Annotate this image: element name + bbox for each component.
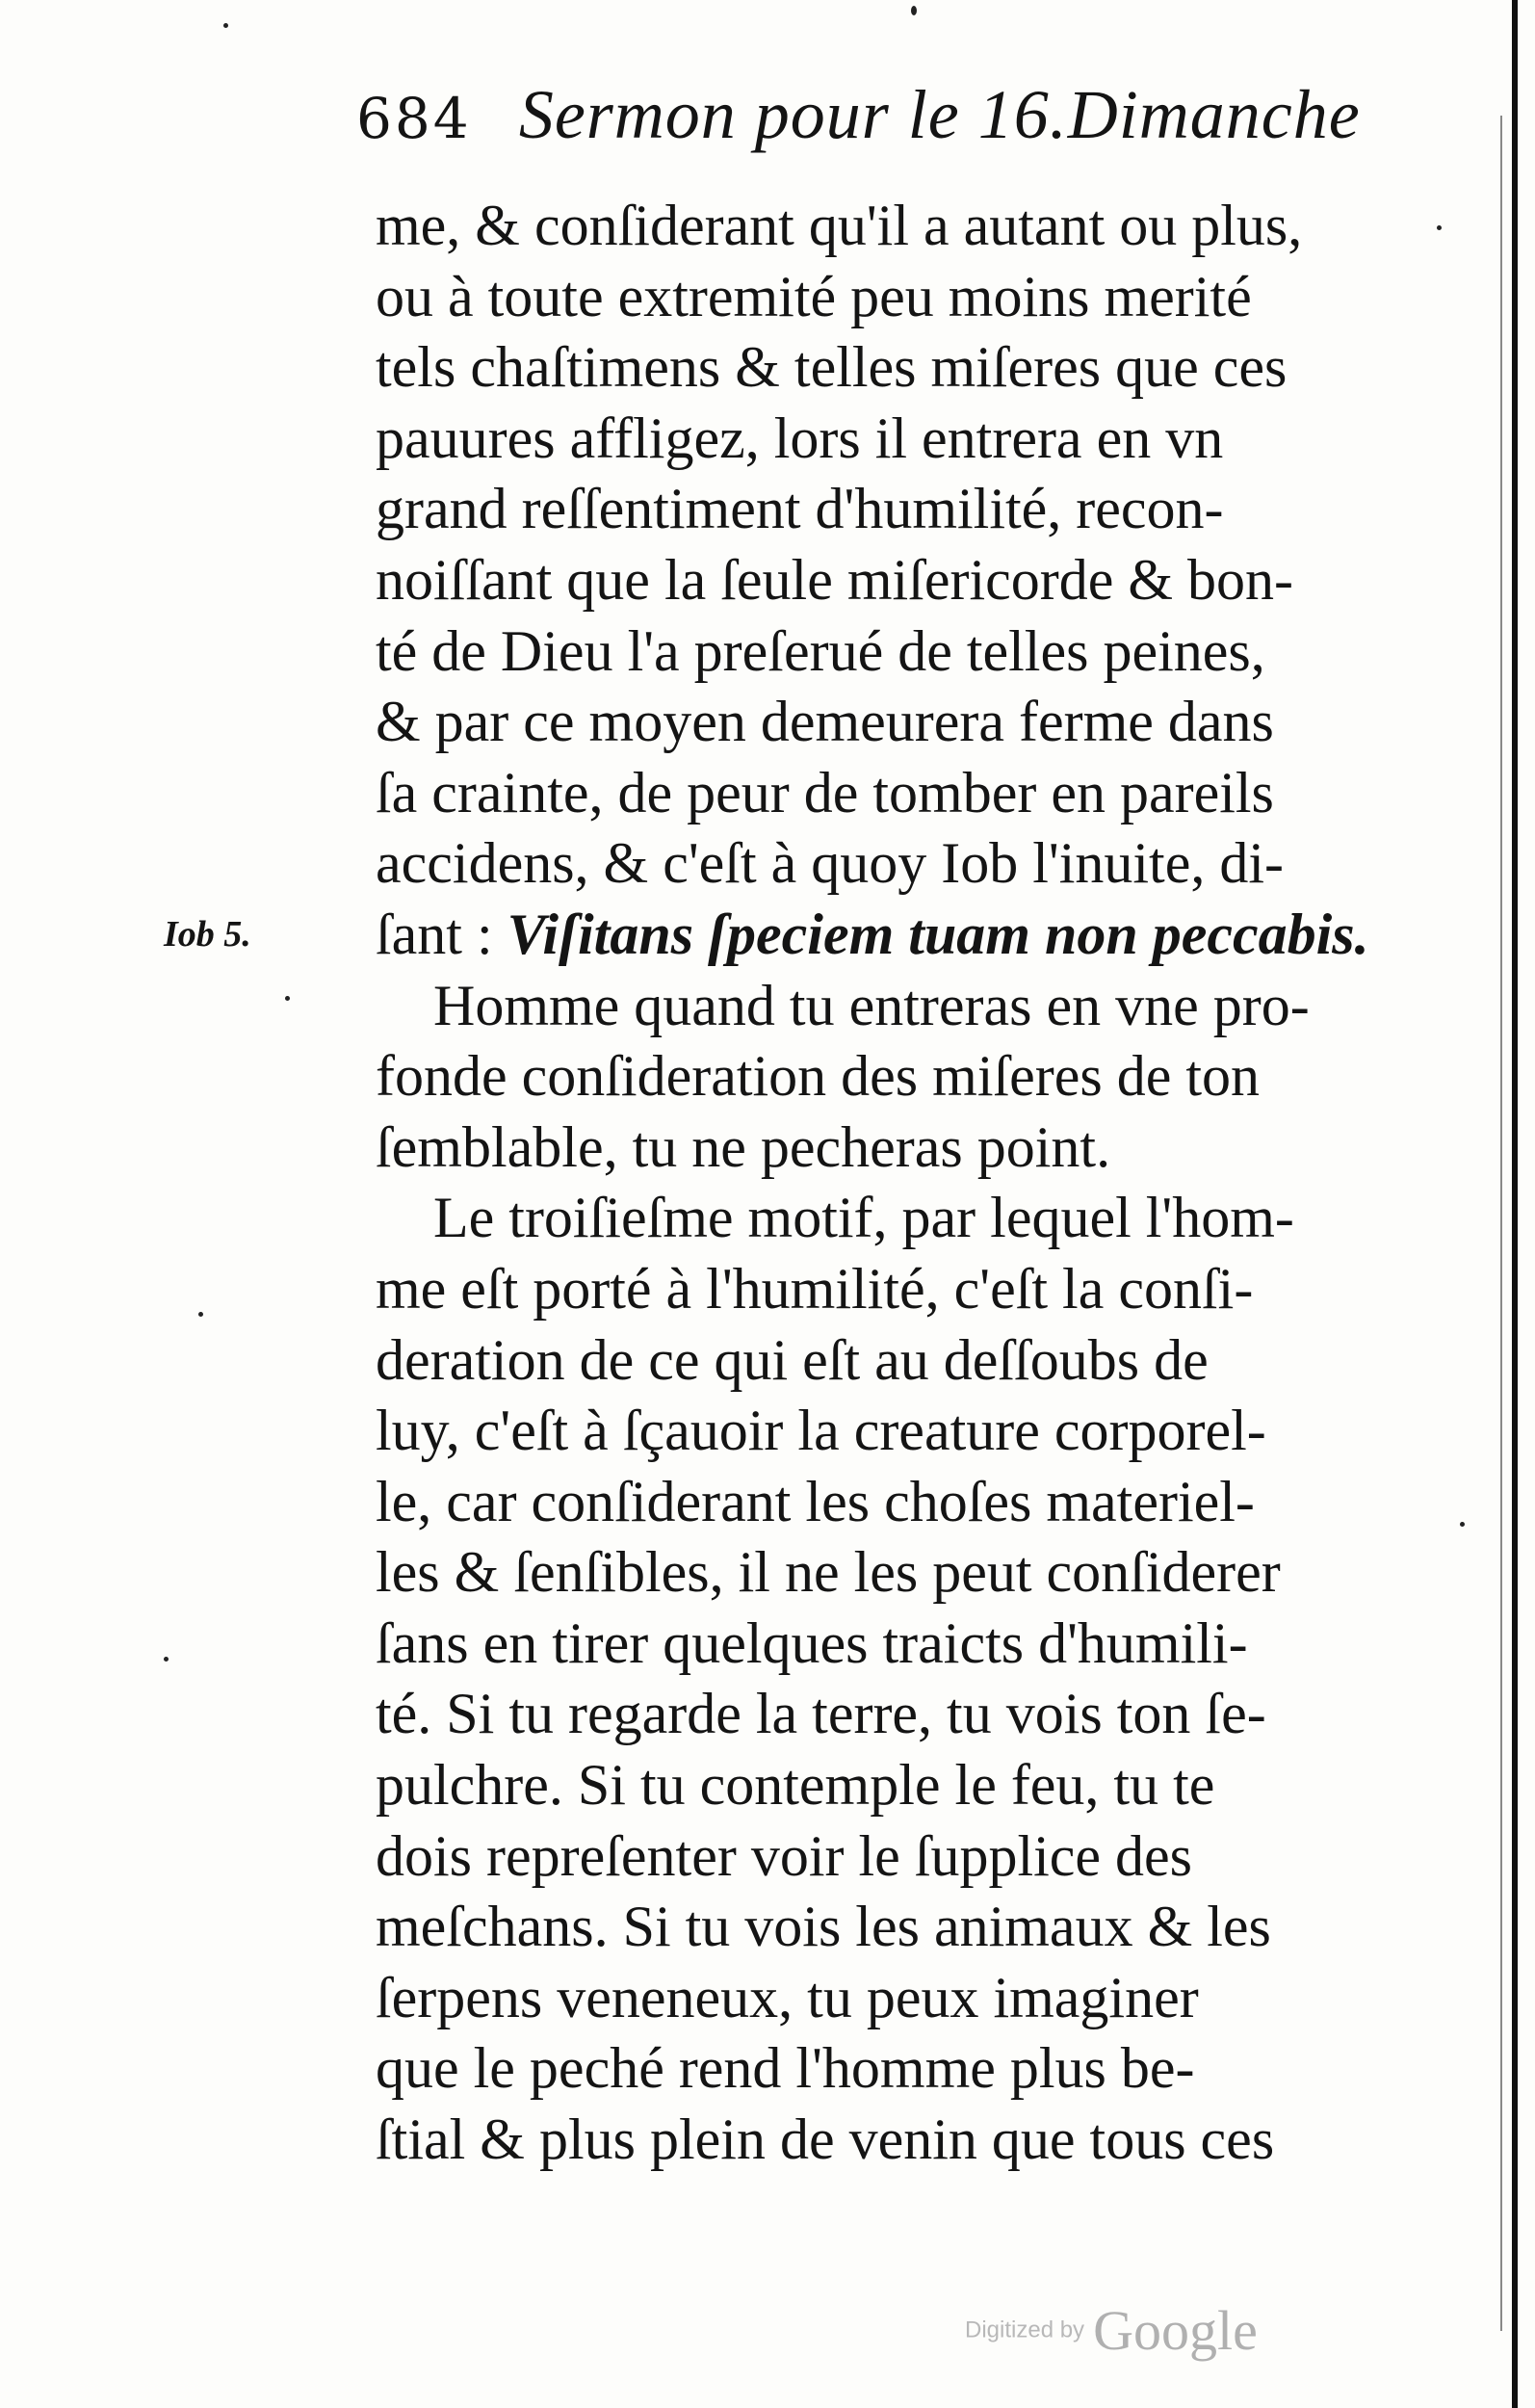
text-line: fonde conſideration des miſeres de ton — [376, 1044, 1261, 1109]
text-line: grand reſſentiment d'humilité, recon- — [376, 477, 1224, 541]
text-line: ſa crainte, de peur de tomber en pareils — [376, 760, 1274, 824]
ink-speck — [285, 996, 290, 1001]
ink-speck — [911, 6, 917, 15]
text-line: Homme quand tu entreras en vne pro- — [433, 973, 1310, 1037]
ink-speck — [223, 23, 228, 28]
text-line: té de Dieu l'a preſerué de telles peines, — [376, 618, 1265, 683]
google-logo: Google — [1093, 2299, 1258, 2362]
text-line: Le troiſieſme motif, par lequel l'hom- — [433, 1186, 1294, 1250]
text-line: les & ſenſibles, il ne les peut conſiderer — [376, 1540, 1281, 1605]
text-line: que le peché rend l'homme plus be- — [376, 2036, 1195, 2101]
text-line: & par ce moyen demeurera ferme dans — [376, 690, 1274, 754]
text-line: me eſt porté à l'humilité, c'eſt la conſi- — [376, 1256, 1254, 1321]
text-line: noiſſant que la ſeule miſericorde & bon- — [376, 547, 1294, 612]
text-line: luy, c'eſt à ſçauoir la creature corporel- — [376, 1399, 1266, 1463]
quotation-lead: ſant : — [376, 902, 507, 966]
text-line: pauures affligez, lors il entrera en vn — [376, 406, 1224, 470]
text-line: deration de ce qui eſt au deſſoubs de — [376, 1327, 1209, 1392]
body-text — [376, 191, 1454, 2176]
text-line: té. Si tu regarde la terre, tu vois ton ſe- — [376, 1682, 1266, 1746]
marginal-note: Iob 5. — [164, 914, 251, 955]
text-line: accidens, & c'eſt à quoy Iob l'inuite, di- — [376, 831, 1285, 896]
page-header — [356, 75, 1361, 171]
text-line: dois repreſenter voir le ſupplice des — [376, 1823, 1193, 1888]
page-number: 684 — [356, 86, 472, 151]
digitized-by-google-watermark — [965, 2298, 1258, 2363]
text-line: le, car conſiderant les choſes materiel- — [376, 1469, 1255, 1533]
ink-speck — [1437, 225, 1442, 230]
page-edge-line — [1500, 116, 1502, 2331]
text-line: ſans en tirer quelques traicts d'humili- — [376, 1610, 1248, 1675]
text-line: ou à toute extremité peu moins merité — [376, 264, 1252, 328]
text-line-quotation — [376, 900, 1454, 971]
text-line: ſtial & plus plein de venin que tous ces — [376, 2107, 1275, 2172]
text-line: pulchre. Si tu contemple le feu, tu te — [376, 1753, 1215, 1818]
ink-speck — [164, 1657, 169, 1662]
digitized-label: Digitized by — [965, 2316, 1085, 2343]
ink-speck — [198, 1312, 203, 1317]
latin-quotation: Viſitans ſpeciem tuam non peccabis. — [507, 902, 1369, 966]
text-line: me, & conſiderant qu'il a autant ou plus, — [376, 194, 1303, 257]
running-title: Sermon pour le 16.Dimanche — [518, 76, 1361, 153]
text-line: meſchans. Si tu vois les animaux & les — [376, 1895, 1271, 1959]
page-edge-shadow — [1512, 0, 1518, 2408]
ink-speck — [1460, 1522, 1465, 1527]
text-line: ſemblable, tu ne pecheras point. — [376, 1114, 1111, 1179]
text-line: ſerpens veneneux, tu peux imaginer — [376, 1965, 1199, 2029]
text-line: tels chaſtimens & telles miſeres que ces — [376, 335, 1288, 400]
